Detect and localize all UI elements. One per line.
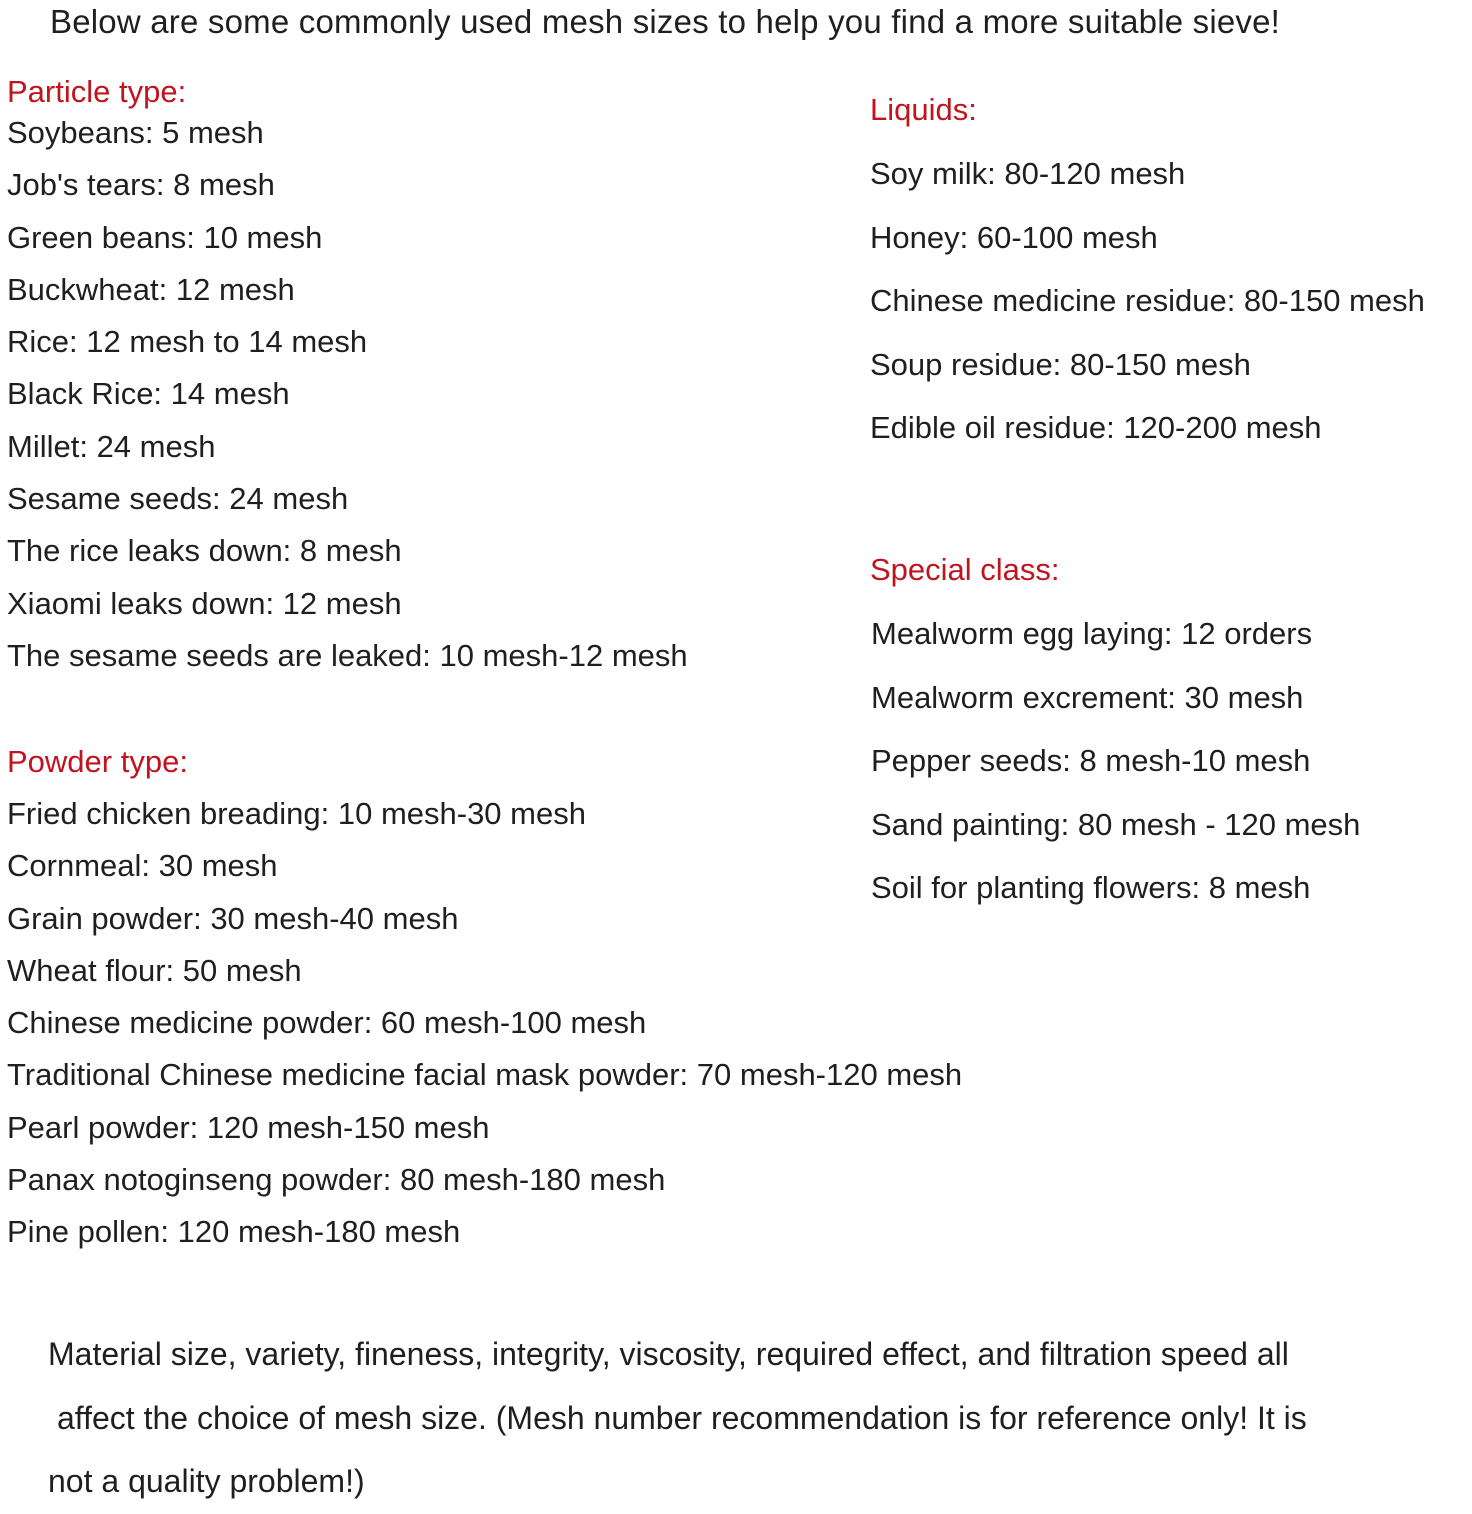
list-item: Traditional Chinese medicine facial mask powder: 70 mesh-120 mesh: [7, 1057, 963, 1093]
list-item: Soybeans: 5 mesh: [7, 115, 264, 150]
list-item: Mealworm excrement: 30 mesh: [871, 679, 1304, 715]
list-item: Pine pollen: 120 mesh-180 mesh: [7, 1214, 461, 1250]
list-item: Black Rice: 14 mesh: [7, 376, 290, 412]
list-item: Soil for planting flowers: 8 mesh: [871, 870, 1311, 905]
list-item: Mealworm egg laying: 12 orders: [871, 616, 1313, 651]
particle-type-list: [7, 107, 688, 682]
list-item: Pearl powder: 120 mesh-150 mesh: [7, 1109, 490, 1145]
intro-heading: Below are some commonly used mesh sizes to help you find a more suitable sieve!: [50, 3, 1281, 40]
particle-type-heading: Particle type:: [7, 74, 187, 109]
list-item: Panax notoginseng powder: 80 mesh-180 mesh: [7, 1162, 666, 1198]
list-item: Pepper seeds: 8 mesh-10 mesh: [871, 743, 1311, 778]
list-item: The sesame seeds are leaked: 10 mesh-12 mesh: [7, 637, 688, 673]
list-item: Fried chicken breading: 10 mesh-30 mesh: [7, 796, 586, 831]
list-item: Sand painting: 80 mesh - 120 mesh: [871, 806, 1361, 842]
list-item: Sesame seeds: 24 mesh: [7, 481, 349, 517]
list-item: Edible oil residue: 120-200 mesh: [870, 410, 1322, 445]
list-item: Millet: 24 mesh: [7, 428, 216, 464]
special-class-list: [871, 602, 1360, 920]
list-item: The rice leaks down: 8 mesh: [7, 533, 402, 569]
note-line: affect the choice of mesh size. (Mesh number recommendation is for reference only! It is: [57, 1399, 1307, 1436]
powder-type-list: [7, 788, 962, 1259]
list-item: Wheat flour: 50 mesh: [7, 952, 302, 988]
list-item: Green beans: 10 mesh: [7, 219, 323, 255]
list-item: Rice: 12 mesh to 14 mesh: [7, 324, 368, 360]
note-line: Material size, variety, fineness, integrity, viscosity, required effect, and filtration speed all: [48, 1336, 1289, 1372]
liquids-heading: Liquids:: [870, 92, 977, 127]
disclaimer-note: [48, 1323, 1448, 1514]
list-item: Chinese medicine residue: 80-150 mesh: [870, 283, 1425, 318]
list-item: Job's tears: 8 mesh: [7, 167, 275, 203]
list-item: Xiaomi leaks down: 12 mesh: [7, 585, 402, 621]
list-item: Cornmeal: 30 mesh: [7, 848, 278, 884]
special-class-heading: Special class:: [870, 552, 1060, 587]
note-line: not a quality problem!): [48, 1463, 365, 1499]
list-item: Chinese medicine powder: 60 mesh-100 mesh: [7, 1005, 647, 1041]
list-item: Grain powder: 30 mesh-40 mesh: [7, 900, 459, 936]
list-item: Soup residue: 80-150 mesh: [870, 346, 1251, 382]
list-item: Soy milk: 80-120 mesh: [870, 156, 1186, 191]
list-item: Buckwheat: 12 mesh: [7, 271, 295, 307]
liquids-list: [870, 142, 1425, 460]
powder-type-heading: Powder type:: [7, 744, 188, 779]
list-item: Honey: 60-100 mesh: [870, 219, 1158, 255]
